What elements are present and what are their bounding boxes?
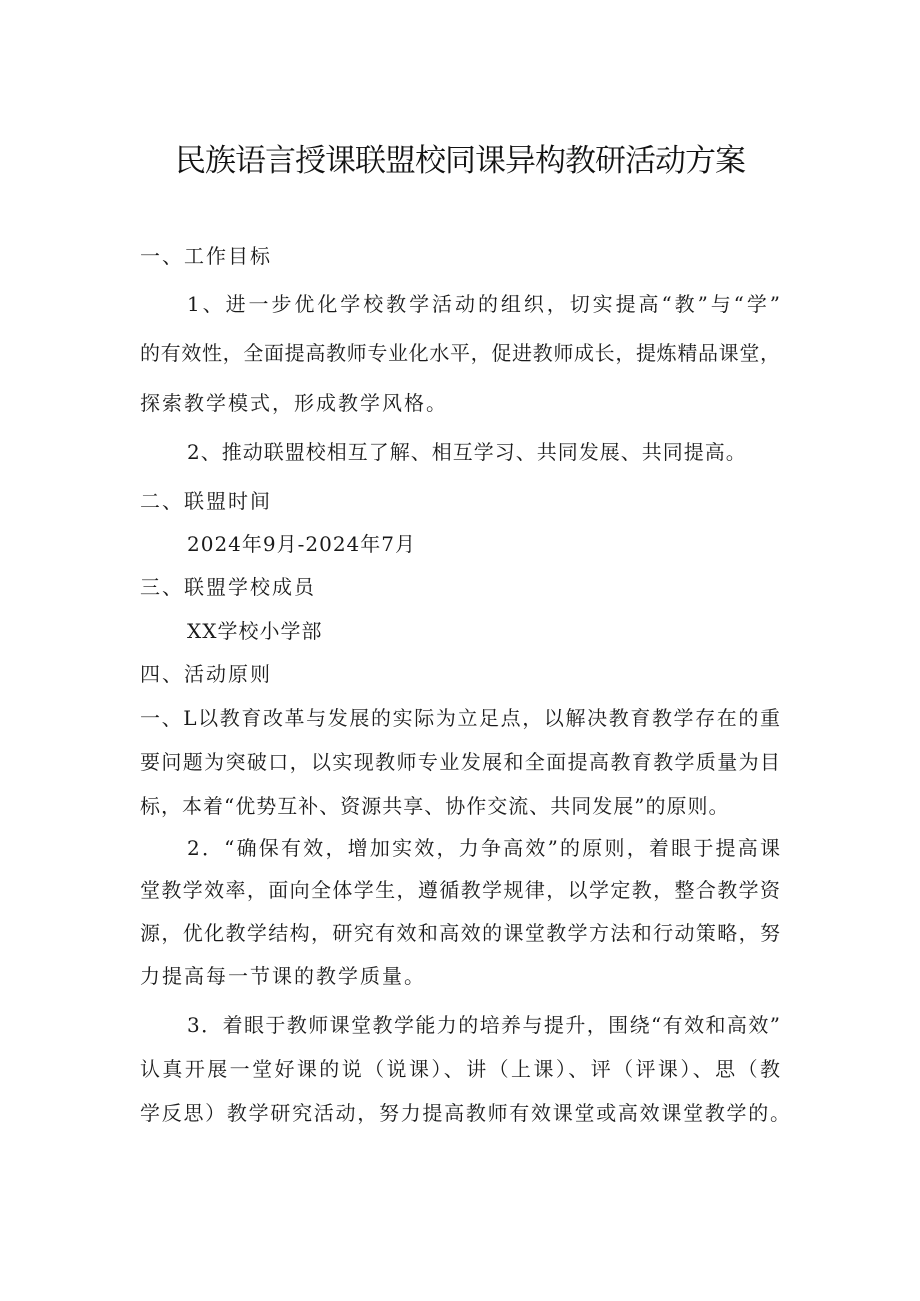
paragraph-line: 1、进一步优化学校教学活动的组织，切实提高“教”与“学” (187, 292, 780, 316)
member-school: XX学校小学部 (187, 619, 323, 643)
paragraph-line: 堂教学效率，面向全体学生，遵循教学规律，以学定教，整合教学资 (140, 878, 780, 902)
section-heading-time: 二、联盟时间 (140, 489, 272, 513)
paragraph-line: 2、推动联盟校相互了解、相互学习、共同发展、共同提高。 (187, 440, 747, 464)
paragraph-line: 2．“确保有效，增加实效，力争高效”的原则，着眼于提高课 (187, 836, 780, 860)
paragraph-line: 学反思）教学研究活动，努力提高教师有效课堂或高效课堂教学的。 (140, 1101, 790, 1125)
paragraph-line: 认真开展一堂好课的说（说课）、讲（上课）、评（评课）、思（教 (140, 1057, 780, 1081)
paragraph-line: 的有效性，全面提高教师专业化水平，促进教师成长，提炼精品课堂， (140, 341, 780, 365)
section-heading-goals: 一、工作目标 (140, 244, 272, 268)
paragraph-line: 探索教学模式，形成教学风格。 (140, 391, 448, 415)
section-heading-principles: 四、活动原则 (140, 662, 272, 686)
section-heading-members: 三、联盟学校成员 (140, 575, 316, 599)
document-title: 民族语言授课联盟校同课异构教研活动方案 (175, 143, 745, 179)
paragraph-line: 源，优化教学结构，研究有效和高效的课堂教学方法和行动策略，努 (140, 921, 780, 945)
paragraph-line: 3．着眼于教师课堂教学能力的培养与提升，围绕“有效和高效” (187, 1013, 780, 1037)
paragraph-line: 一、L以教育改革与发展的实际为立足点，以解决教育教学存在的重 (140, 706, 780, 730)
paragraph-line: 力提高每一节课的教学质量。 (140, 964, 426, 988)
paragraph-line: 标，本着“优势互补、资源共享、协作交流、共同发展”的原则。 (140, 794, 730, 818)
date-range: 2024年9月-2024年7月 (187, 532, 417, 556)
paragraph-line: 要问题为突破口，以实现教师专业发展和全面提高教育教学质量为目 (140, 750, 780, 774)
